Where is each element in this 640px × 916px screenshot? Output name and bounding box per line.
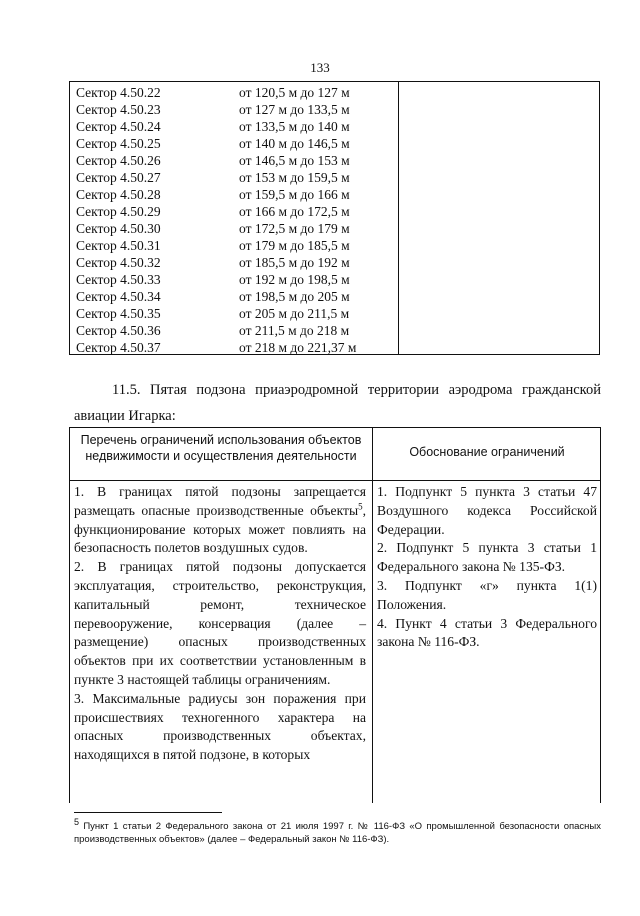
footnote-text: Пункт 1 статьи 2 Федерального закона от 21 июля 1997 г. № 116-ФЗ «О промышленной безопасности опасных производственных объектов» (далее – Федеральный закон № 116-ФЗ). [74, 821, 601, 845]
sector-name: Сектор 4.50.30 [76, 221, 161, 236]
page-number: 133 [310, 60, 330, 75]
sector-row [76, 118, 356, 135]
sector-name: Сектор 4.50.31 [76, 238, 161, 253]
restrictions-table [69, 427, 601, 803]
sector-range: от 153 м до 159,5 м [239, 170, 350, 185]
sector-name: Сектор 4.50.26 [76, 153, 161, 168]
justification-item-3: 3. Подпункт «г» пункта 1(1) Положения. [377, 577, 597, 612]
sector-row [76, 203, 356, 220]
sector-range: от 185,5 м до 192 м [239, 255, 350, 270]
sector-row [76, 254, 356, 271]
sector-table [69, 81, 600, 355]
sector-range: от 205 м до 211,5 м [239, 306, 350, 321]
sector-range: от 192 м до 198,5 м [239, 272, 350, 287]
sector-row [76, 186, 356, 203]
sector-row [76, 220, 356, 237]
restriction-item-2: 2. В границах пятой подзоны допускается эксплуатация, строительство, реконструкция, капитальный ремонт, техническое перевооружение, консервация (далее – размещение) опасных производственных объектов при их соответствии установленным в пункте 3 настоящей таблицы ограничениям. [74, 559, 366, 687]
sector-range: от 120,5 м до 127 м [239, 85, 350, 100]
footnote-reference: 5 [358, 501, 363, 512]
sector-range: от 218 м до 221,37 м [239, 340, 357, 355]
header-restrictions-list: Перечень ограничений использования объектов недвижимости и осуществления деятельности [80, 433, 362, 463]
sector-row [76, 135, 356, 152]
sector-range: от 133,5 м до 140 м [239, 119, 350, 134]
sector-name: Сектор 4.50.34 [76, 289, 161, 304]
footnote [74, 816, 601, 846]
footnote-marker: 5 [74, 816, 80, 827]
justification-item-2: 2. Подпункт 5 пункта 3 статьи 1 Федерального закона № 135-ФЗ. [377, 540, 597, 575]
sector-name: Сектор 4.50.23 [76, 102, 161, 117]
sector-name: Сектор 4.50.33 [76, 272, 161, 287]
sector-name: Сектор 4.50.37 [76, 340, 161, 355]
sector-name: Сектор 4.50.22 [76, 85, 161, 100]
footnote-separator [74, 812, 222, 813]
section-heading: 11.5. Пятая подзона приаэродромной территории аэродрома гражданской авиации Игарка: [74, 382, 601, 424]
sector-row [76, 305, 356, 322]
sector-row [76, 271, 356, 288]
sector-range: от 127 м до 133,5 м [239, 102, 350, 117]
sector-list [76, 84, 356, 356]
sector-row [76, 84, 356, 101]
sector-range: от 140 м до 146,5 м [239, 136, 350, 151]
justification-item-4: 4. Пункт 4 статьи 3 Федерального закона № 116-ФЗ. [377, 615, 597, 650]
sector-name: Сектор 4.50.27 [76, 170, 161, 185]
sector-name: Сектор 4.50.29 [76, 204, 161, 219]
sector-row [76, 237, 356, 254]
sector-range: от 198,5 м до 205 м [239, 289, 350, 304]
sector-range: от 146,5 м до 153 м [239, 153, 350, 168]
header-justification: Обоснование ограничений [409, 445, 565, 459]
header-divider [70, 480, 600, 481]
justification-item-1: 1. Подпункт 5 пункта 3 статьи 47 Воздушного кодекса Российской Федерации. [377, 484, 597, 537]
sector-name: Сектор 4.50.35 [76, 306, 161, 321]
sector-row [76, 339, 356, 356]
sector-name: Сектор 4.50.32 [76, 255, 161, 270]
sector-row [76, 169, 356, 186]
column-divider [398, 82, 399, 354]
sector-name: Сектор 4.50.25 [76, 136, 161, 151]
restriction-item-3: 3. Максимальные радиусы зон поражения при происшествиях техногенного характера на опасных производственных объектах, находящихся в пятой подзоне, в которых [74, 690, 366, 763]
restrictions-list-cell [74, 483, 366, 765]
sector-range: от 159,5 м до 166 м [239, 187, 350, 202]
sector-name: Сектор 4.50.24 [76, 119, 161, 134]
sector-row [76, 322, 356, 339]
sector-range: от 166 м до 172,5 м [239, 204, 350, 219]
sector-row [76, 288, 356, 305]
sector-name: Сектор 4.50.28 [76, 187, 161, 202]
sector-row [76, 101, 356, 118]
column-divider [372, 428, 373, 803]
sector-row [76, 152, 356, 169]
sector-range: от 179 м до 185,5 м [239, 238, 350, 253]
sector-range: от 172,5 м до 179 м [239, 221, 350, 236]
sector-range: от 211,5 м до 218 м [239, 323, 350, 338]
justification-cell [377, 483, 597, 652]
restriction-item-1: 1. В границах пятой подзоны запрещается размещать опасные производственные объекты$^5$, функционирование которых может повлиять на безопасность полетов воздушных судов. [74, 484, 366, 556]
sector-name: Сектор 4.50.36 [76, 323, 161, 338]
